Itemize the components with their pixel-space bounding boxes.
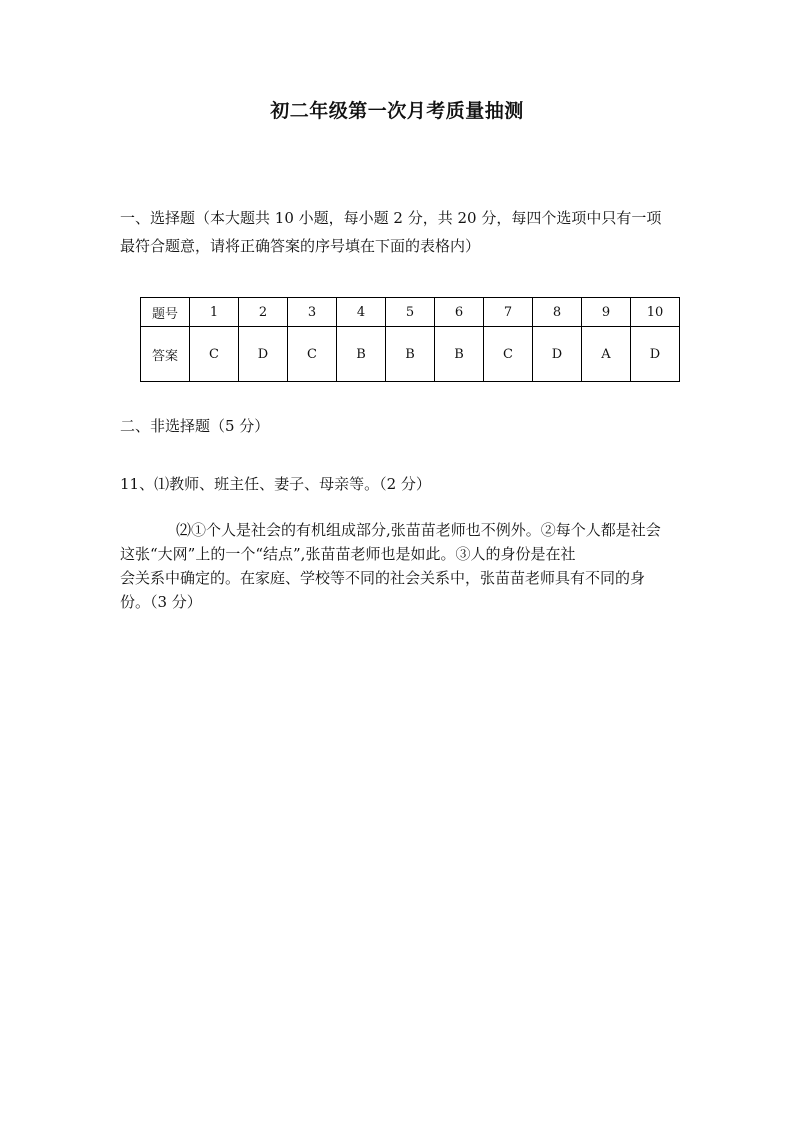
answer-table — [140, 297, 680, 382]
section-1-line-2: 最符合题意，请将正确答案的序号填在下面的表格内） — [120, 237, 481, 255]
q11-part2-line-1-text: ⑵①个人是社会的有机组成部分,张苗苗老师也不例外。②每个人都是社会 — [176, 521, 661, 539]
answer-cell: C — [288, 327, 337, 382]
row-label-question-number: 题号 — [141, 298, 190, 327]
section-2-heading: 二、非选择题（5 分） — [120, 417, 270, 435]
page-title: 初二年级第一次月考质量抽测 — [270, 100, 524, 122]
question-number-cell: 4 — [337, 298, 386, 327]
question-number-row — [141, 298, 680, 327]
question-11-part-2 — [120, 518, 680, 614]
answer-cell: C — [484, 327, 533, 382]
row-label-answer: 答案 — [141, 327, 190, 382]
question-number-cell: 1 — [190, 298, 239, 327]
question-number-cell: 6 — [435, 298, 484, 327]
answer-cell: B — [337, 327, 386, 382]
answer-cell: D — [533, 327, 582, 382]
answer-cell: D — [631, 327, 680, 382]
answer-row — [141, 327, 680, 382]
question-number-cell: 7 — [484, 298, 533, 327]
answer-cell: B — [435, 327, 484, 382]
section-1-instructions — [120, 204, 680, 260]
q11-part2-line-1 — [120, 518, 680, 542]
answer-cell: A — [582, 327, 631, 382]
question-number-cell: 10 — [631, 298, 680, 327]
question-number-cell: 5 — [386, 298, 435, 327]
q11-part2-line-2: 这张“大网”上的一个“结点”,张苗苗老师也是如此。③人的身份是在社 — [120, 545, 576, 563]
question-number-cell: 2 — [239, 298, 288, 327]
question-number-cell: 8 — [533, 298, 582, 327]
question-11-part-1: 11、⑴教师、班主任、妻子、母亲等。（2 分） — [120, 475, 431, 493]
question-number-cell: 3 — [288, 298, 337, 327]
answer-cell: C — [190, 327, 239, 382]
question-number-cell: 9 — [582, 298, 631, 327]
answer-cell: B — [386, 327, 435, 382]
q11-part2-line-3: 会关系中确定的。在家庭、学校等不同的社会关系中，张苗苗老师具有不同的身 — [120, 569, 646, 587]
answer-cell: D — [239, 327, 288, 382]
q11-part2-line-4: 份。（3 分） — [120, 593, 202, 611]
section-1-line-1: 一、选择题（本大题共 10 小题，每小题 2 分，共 20 分，每四个选项中只有一项 — [120, 209, 662, 227]
